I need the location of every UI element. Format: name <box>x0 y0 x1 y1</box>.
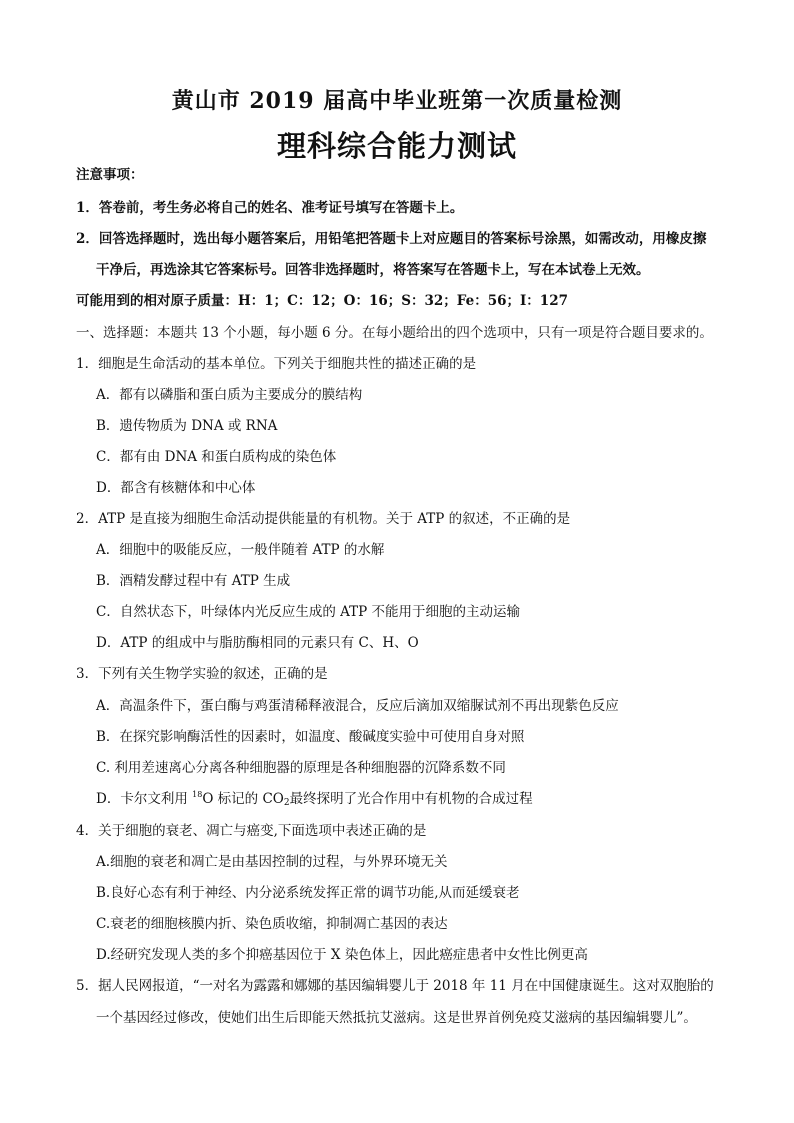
question-2-stem: 2．ATP 是直接为细胞生命活动提供能量的有机物。关于 ATP 的叙述，不正确的是 <box>76 511 571 527</box>
question-2-option-d: D．ATP 的组成中与脂肪酶相同的元素只有 C、H、O <box>96 635 419 651</box>
question-1-stem: 1．细胞是生命活动的基本单位。下列关于细胞共性的描述正确的是 <box>76 356 477 372</box>
question-4-option-b: B.良好心态有利于神经、内分泌系统发挥正常的调节功能,从而延缓衰老 <box>96 885 520 901</box>
question-3-option-c: C. 利用差速离心分离各种细胞器的原理是各种细胞器的沉降系数不同 <box>96 760 506 776</box>
exam-title: 黄山市 2019 届高中毕业班第一次质量检测 <box>171 88 623 114</box>
note-item-2-cont: 干净后，再选涂其它答案标号。回答非选择题时，将答案写在答题卡上，写在本试卷上无效。 <box>96 262 650 278</box>
option-d-prefix: D．卡尔文利用 <box>96 791 193 807</box>
co2-subscript: 2 <box>283 798 290 808</box>
question-3-stem: 3．下列有关生物学实验的叙述，正确的是 <box>76 666 328 682</box>
exam-subtitle: 理科综合能力测试 <box>276 129 517 163</box>
question-1-option-c: C．都有由 DNA 和蛋白质构成的染色体 <box>96 449 337 465</box>
option-d-suffix: 最终探明了光合作用中有机物的合成过程 <box>289 791 533 807</box>
question-2-option-c: C．自然状态下，叶绿体内光反应生成的 ATP 不能用于细胞的主动运输 <box>96 604 521 620</box>
question-1-option-d: D．都含有核糖体和中心体 <box>96 480 256 496</box>
isotope-superscript: 18 <box>192 790 203 799</box>
question-2-option-a: A．细胞中的吸能反应，一般伴随着 ATP 的水解 <box>96 542 385 558</box>
question-1-option-a: A．都有以磷脂和蛋白质为主要成分的膜结构 <box>96 387 363 403</box>
option-d-mid: O 标记的 CO <box>202 791 284 807</box>
question-4-stem: 4．关于细胞的衰老、凋亡与癌变,下面选项中表述正确的是 <box>76 823 427 839</box>
question-4-option-d: D.经研究发现人类的多个抑癌基因位于 X 染色体上，因此癌症患者中女性比例更高 <box>96 947 588 963</box>
question-4-option-c: C.衰老的细胞核膜内折、染色质收缩，抑制凋亡基因的表达 <box>96 916 448 932</box>
note-item-2: 2．回答选择题时，选出每小题答案后，用铅笔把答题卡上对应题目的答案标号涂黑，如需改动，用橡皮擦 <box>76 231 707 247</box>
note-item-1: 1．答卷前，考生务必将自己的姓名、准考证号填写在答题卡上。 <box>76 200 464 216</box>
question-5-stem: 5．据人民网报道，“一对名为露露和娜娜的基因编辑婴儿于 2018 年 11 月在中国健康诞生。这对双胞胎的 <box>76 978 714 994</box>
question-4-option-a: A.细胞的衰老和凋亡是由基因控制的过程，与外界环境无关 <box>96 854 448 870</box>
question-5-stem-cont: 一个基因经过修改，使她们出生后即能天然抵抗艾滋病。这是世界首例免疫艾滋病的基因编辑婴儿”。 <box>96 1010 697 1026</box>
notes-heading: 注意事项： <box>76 167 144 183</box>
question-3-option-d <box>96 790 756 808</box>
question-1-option-b: B．遗传物质为 DNA 或 RNA <box>96 418 278 434</box>
question-3-option-b: B．在探究影响酶活性的因素时，如温度、酸碱度实验中可使用自身对照 <box>96 729 525 745</box>
question-3-option-a: A．高温条件下，蛋白酶与鸡蛋清稀释液混合，反应后滴加双缩脲试剂不再出现紫色反应 <box>96 698 619 714</box>
question-2-option-b: B．酒精发酵过程中有 ATP 生成 <box>96 573 291 589</box>
section-heading: 一、选择题：本题共 13 个小题，每小题 6 分。在每小题给出的四个选项中，只有一项是符合题目要求的。 <box>76 325 713 341</box>
atomic-masses: 可能用到的相对原子质量：H：1；C：12；O：16；S：32；Fe：56；I：127 <box>76 293 568 309</box>
